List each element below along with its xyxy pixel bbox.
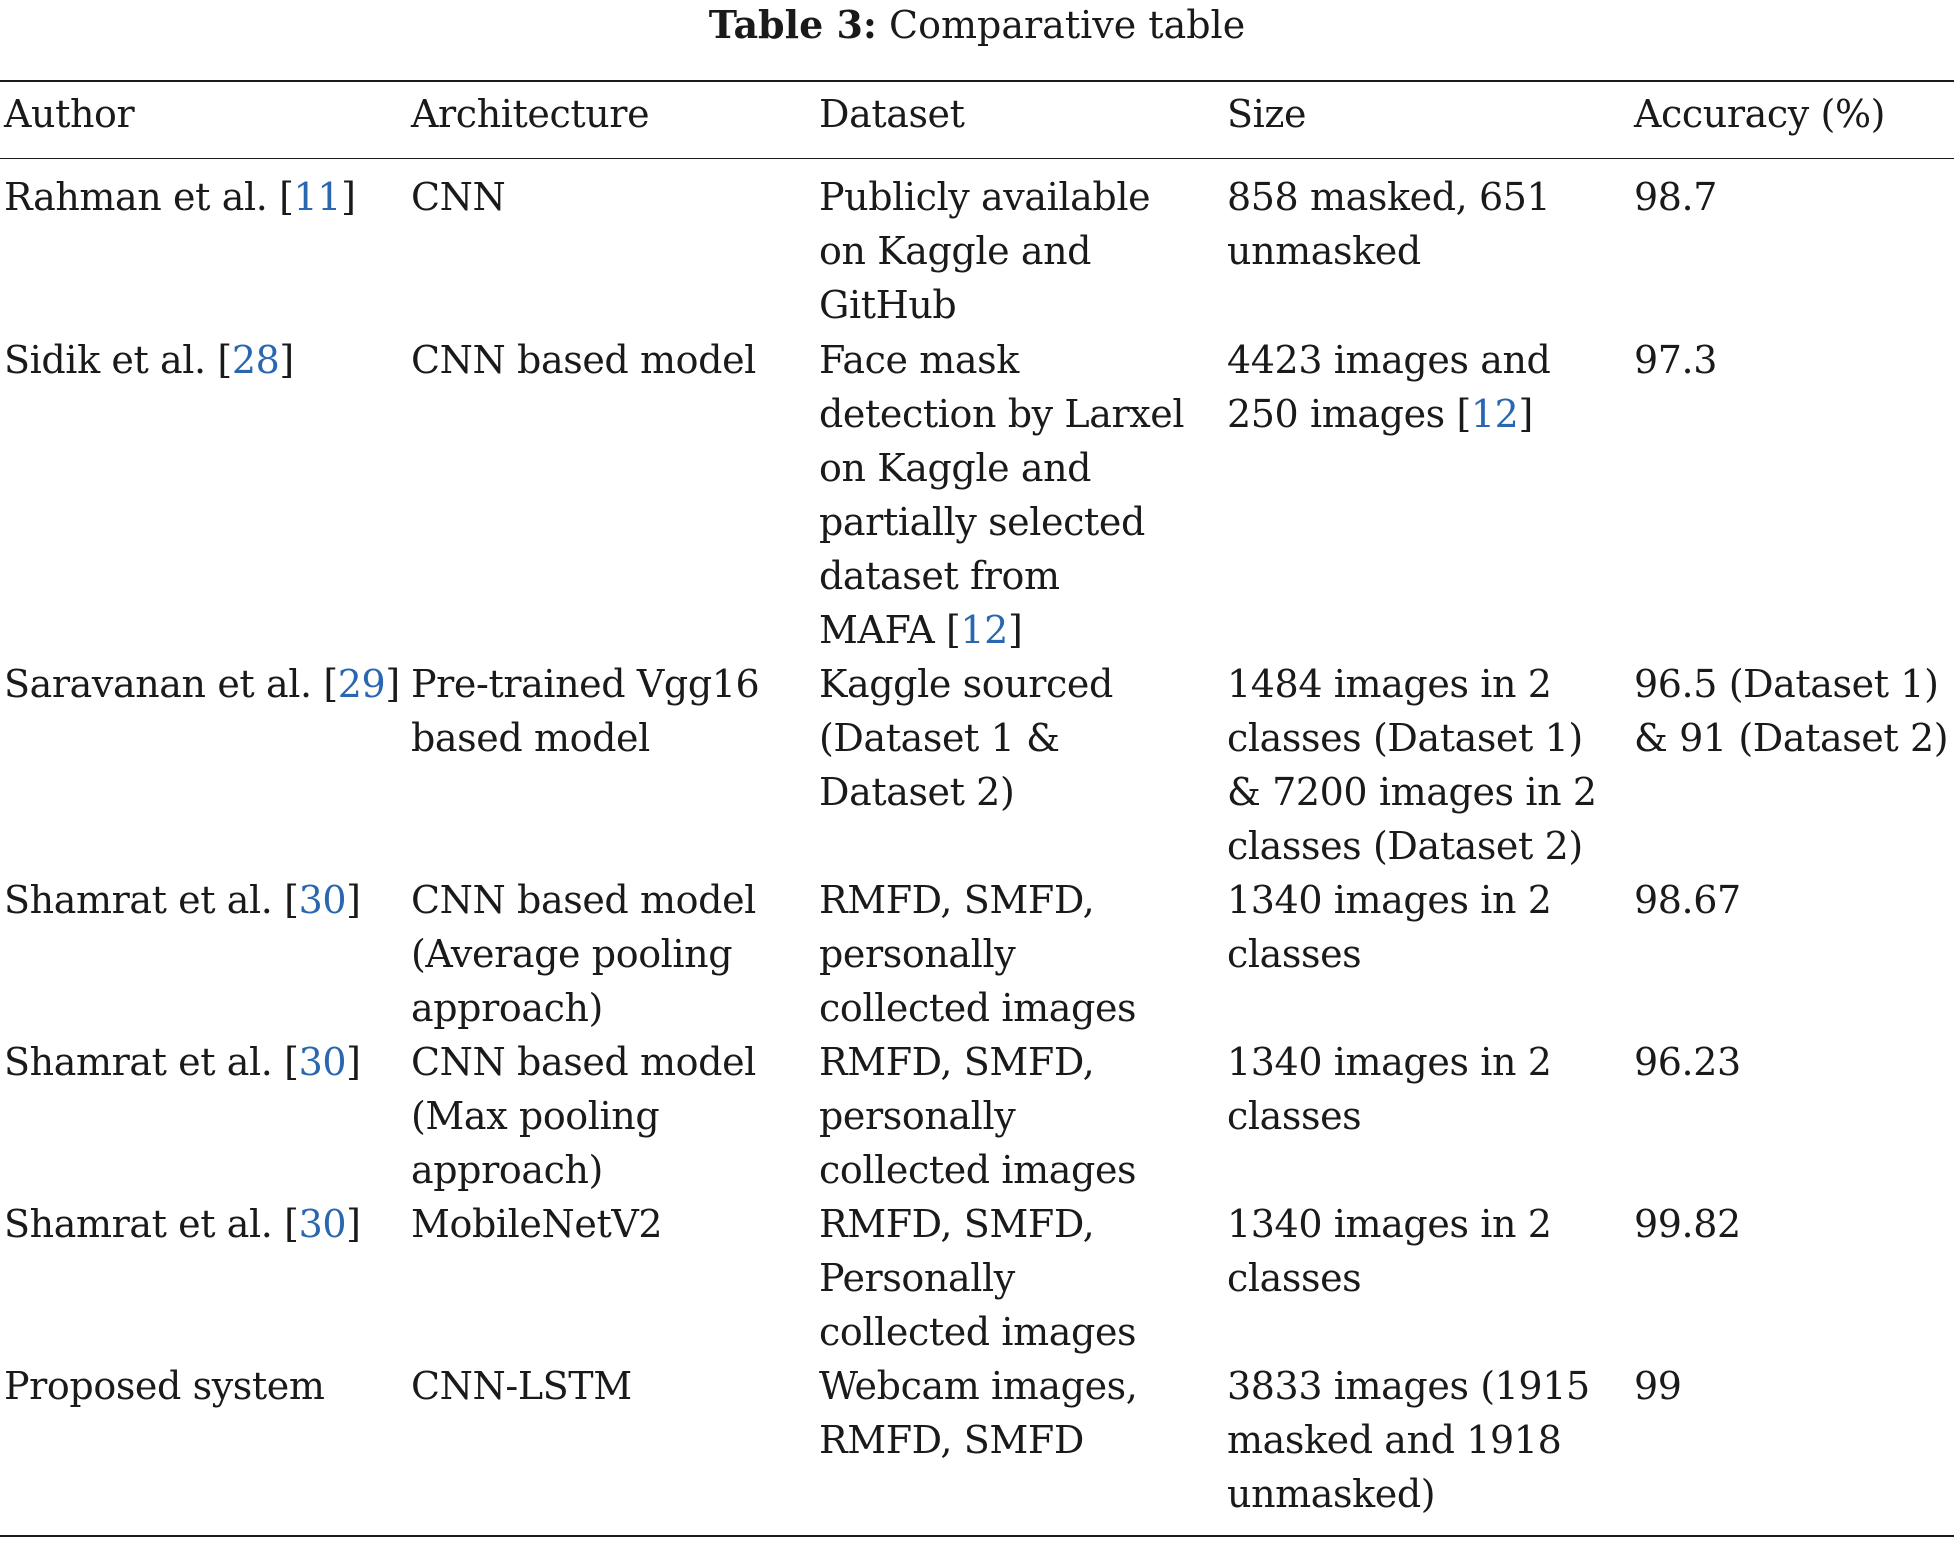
cell-author: Shamrat et al. [30] [4, 878, 361, 922]
cell-accuracy [1634, 1197, 1741, 1251]
cell-line: classes (Dataset 1) [1227, 716, 1583, 760]
cell-line: 96.5 (Dataset 1) [1634, 662, 1939, 706]
cell-line: (Dataset 1 & [819, 716, 1060, 760]
citation-link[interactable]: 29 [337, 662, 386, 706]
table-caption-text: Comparative table [889, 3, 1246, 47]
cell-line: unmasked [1227, 229, 1421, 273]
cell-line: collected images [819, 986, 1137, 1030]
cell-dataset [819, 657, 1113, 819]
author-name: Sidik et al. [4, 338, 218, 382]
cell-line: 4423 images and [1227, 338, 1551, 382]
citation-link[interactable]: 30 [298, 878, 347, 922]
cell-architecture [411, 333, 756, 387]
cell-line: 98.67 [1634, 878, 1741, 922]
cell-line: 96.23 [1634, 1040, 1741, 1084]
cell-line: 99 [1634, 1364, 1682, 1408]
cell-line: Personally [819, 1256, 1015, 1300]
header-accuracy: Accuracy (%) [1634, 92, 1886, 136]
cell-architecture [411, 657, 759, 765]
cell-line: partially selected [819, 500, 1145, 544]
citation-link[interactable]: 11 [293, 175, 342, 219]
cell-line: detection by Larxel [819, 392, 1185, 436]
cell-accuracy [1634, 657, 1948, 765]
cell-accuracy [1634, 333, 1717, 387]
cell-line: 858 masked, 651 [1227, 175, 1551, 219]
cell-line: approach) [411, 1148, 603, 1192]
cell-author [4, 1359, 324, 1413]
cell-line: & 91 (Dataset 2) [1634, 716, 1949, 760]
cell-author: Rahman et al. [11] [4, 175, 356, 219]
cell-line: on Kaggle and [819, 229, 1092, 273]
citation-link[interactable]: 28 [231, 338, 280, 382]
cell-dataset [819, 1197, 1136, 1359]
cell-line: CNN [411, 175, 506, 219]
cell-line: masked and 1918 [1227, 1418, 1562, 1462]
cell-line: 3833 images (1915 [1227, 1364, 1590, 1408]
cell-line: classes [1227, 1256, 1362, 1300]
cell-architecture [411, 873, 756, 1035]
cell-line: collected images [819, 1310, 1137, 1354]
cell-line: RMFD, SMFD, [819, 1040, 1095, 1084]
cell-line: (Average pooling [411, 932, 733, 976]
header-dataset: Dataset [819, 92, 965, 136]
cell-size [1227, 657, 1597, 873]
table-caption-label: Table 3: [708, 2, 877, 47]
cell-line: 250 images [12] [1227, 392, 1533, 436]
citation-link[interactable]: 12 [960, 608, 1008, 652]
cell-accuracy [1634, 1359, 1682, 1413]
cell-line: MAFA [12] [819, 608, 1023, 652]
cell-size [1227, 1359, 1590, 1521]
cell-line: based model [411, 716, 650, 760]
cell-architecture [411, 1359, 632, 1413]
cell-line: RMFD, SMFD, [819, 878, 1095, 922]
cell-line: & 7200 images in 2 [1227, 770, 1597, 814]
cell-dataset [819, 1035, 1136, 1197]
author-name: Shamrat et al. [4, 1040, 285, 1084]
cell-size [1227, 170, 1550, 278]
cell-dataset [819, 1359, 1137, 1467]
cell-accuracy [1634, 873, 1741, 927]
cell-size [1227, 333, 1550, 441]
table-top-rule [0, 80, 1954, 82]
cell-line: classes [1227, 1094, 1362, 1138]
cell-line: (Max pooling [411, 1094, 660, 1138]
cell-line: Pre-trained Vgg16 [411, 662, 760, 706]
header-size: Size [1227, 92, 1307, 136]
cell-size [1227, 873, 1552, 981]
cell-line: GitHub [819, 283, 957, 327]
cell-line: RMFD, SMFD [819, 1418, 1084, 1462]
author-name: Saravanan et al. [4, 662, 324, 706]
cell-accuracy [1634, 1035, 1741, 1089]
cell-size [1227, 1197, 1552, 1305]
cell-line: 1340 images in 2 [1227, 878, 1552, 922]
cell-architecture [411, 170, 505, 224]
cell-author: Shamrat et al. [30] [4, 1040, 361, 1084]
cell-dataset [819, 333, 1184, 657]
table-caption [0, 2, 1954, 48]
cell-line: Dataset 2) [819, 770, 1015, 814]
header-author: Author [4, 92, 135, 136]
cell-line: dataset from [819, 554, 1060, 598]
cell-line: 1340 images in 2 [1227, 1040, 1552, 1084]
cell-author: Saravanan et al. [29] [4, 662, 400, 706]
header-architecture: Architecture [411, 92, 650, 136]
cell-line: Kaggle sourced [819, 662, 1113, 706]
author-name: Rahman et al. [4, 175, 280, 219]
cell-line: RMFD, SMFD, [819, 1202, 1095, 1246]
cell-line: classes [1227, 932, 1362, 976]
cell-line: MobileNetV2 [411, 1202, 663, 1246]
cell-line: unmasked) [1227, 1472, 1436, 1516]
cell-line: classes (Dataset 2) [1227, 824, 1583, 868]
cell-line: collected images [819, 1148, 1137, 1192]
cell-line: on Kaggle and [819, 446, 1092, 490]
cell-line: CNN-LSTM [411, 1364, 632, 1408]
cell-dataset [819, 170, 1150, 332]
cell-line: CNN based model [411, 878, 756, 922]
cell-line: 98.7 [1634, 175, 1718, 219]
author-name: Shamrat et al. [4, 1202, 285, 1246]
cell-line: CNN based model [411, 338, 756, 382]
table-bottom-rule [0, 1535, 1954, 1537]
cell-size [1227, 1035, 1552, 1143]
cell-line: 97.3 [1634, 338, 1718, 382]
cell-accuracy [1634, 170, 1717, 224]
cell-line: Face mask [819, 338, 1019, 382]
citation-link[interactable]: 12 [1470, 392, 1519, 436]
cell-line: 1340 images in 2 [1227, 1202, 1552, 1246]
table-header-rule [0, 158, 1954, 159]
cell-architecture [411, 1035, 756, 1197]
cell-line: approach) [411, 986, 603, 1030]
cell-line: CNN based model [411, 1040, 756, 1084]
cell-line: 99.82 [1634, 1202, 1741, 1246]
citation-link[interactable]: 30 [298, 1040, 347, 1084]
cell-line: 1484 images in 2 [1227, 662, 1552, 706]
cell-architecture [411, 1197, 662, 1251]
cell-line: Publicly available [819, 175, 1151, 219]
citation-link[interactable]: 30 [298, 1202, 347, 1246]
cell-line: Webcam images, [819, 1364, 1138, 1408]
cell-line: personally [819, 1094, 1016, 1138]
cell-author: Sidik et al. [28] [4, 338, 294, 382]
author-name: Proposed system [4, 1364, 325, 1408]
author-name: Shamrat et al. [4, 878, 285, 922]
cell-line: personally [819, 932, 1016, 976]
cell-author: Shamrat et al. [30] [4, 1202, 361, 1246]
cell-dataset [819, 873, 1136, 1035]
